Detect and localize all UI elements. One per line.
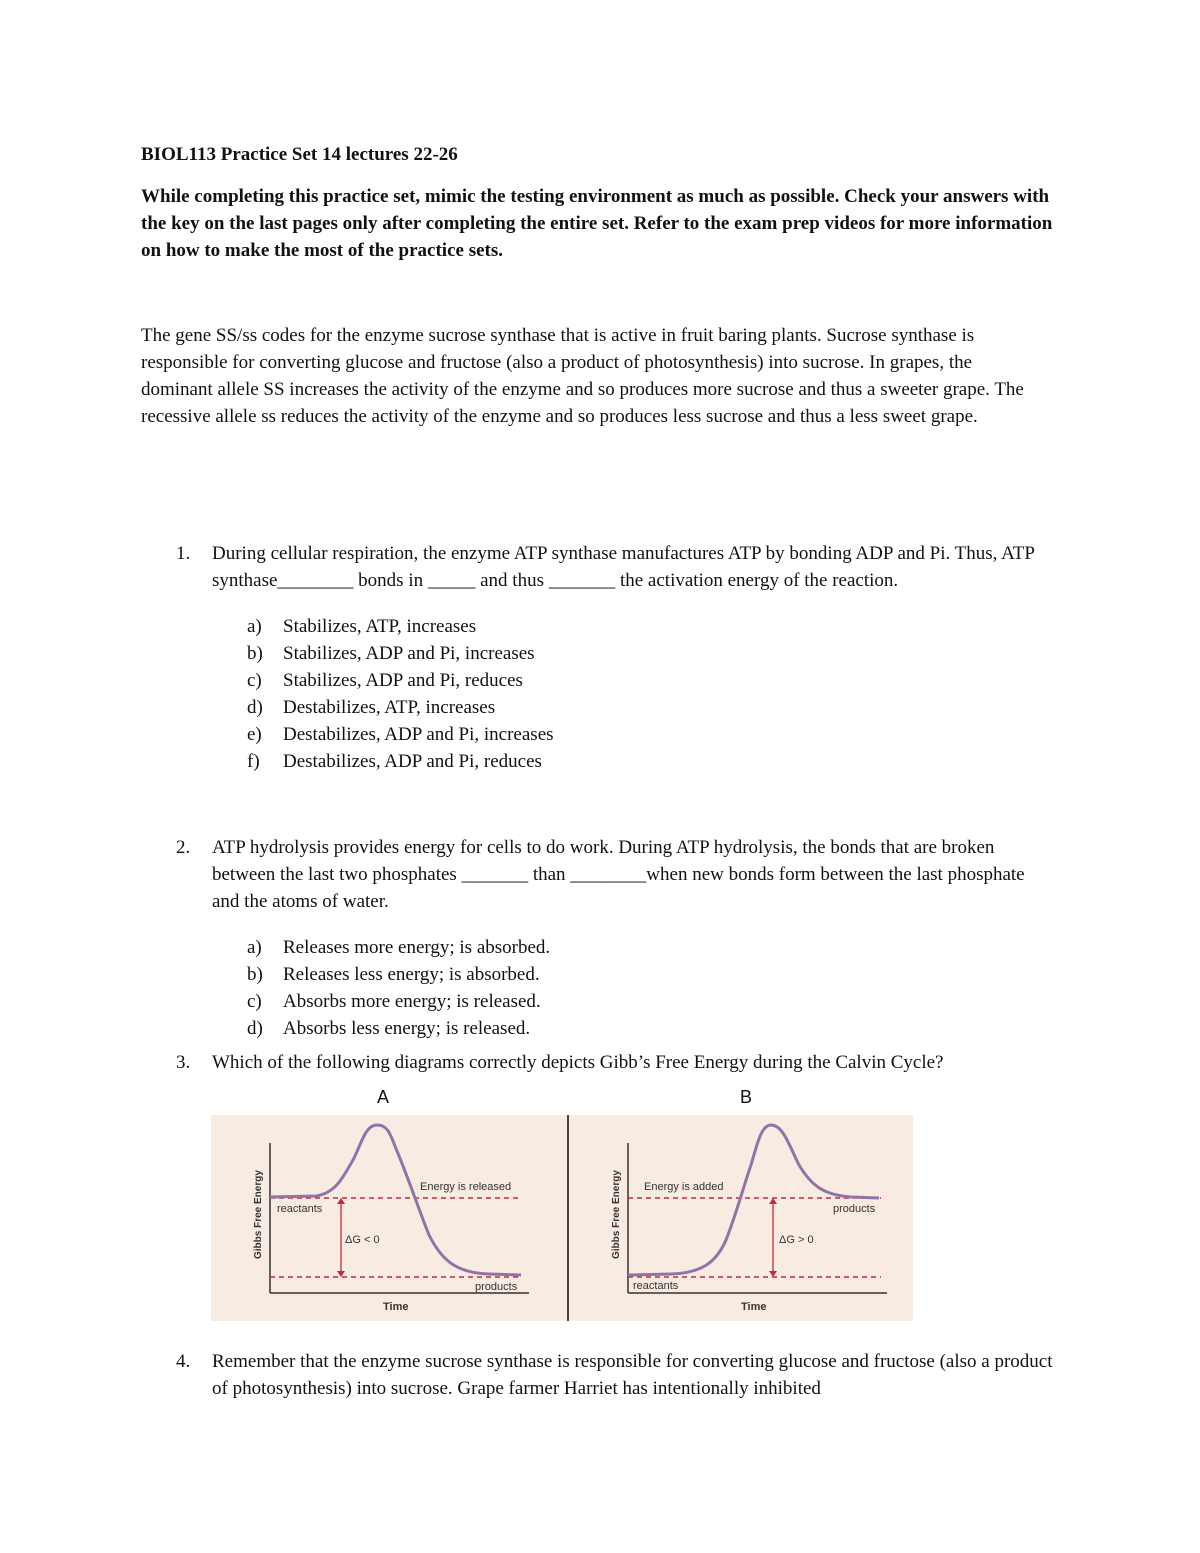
options-list [247, 934, 1056, 1042]
option-letter: c) [247, 991, 262, 1012]
option-letter: a) [247, 616, 262, 637]
products-label: products [475, 1281, 518, 1293]
question-stem: ATP hydrolysis provides energy for cells to do work. During ATP hydrolysis, the bonds that are broken between the last two phosphates _______ than ________when new bonds form between the last phosphate and the atoms of water. [212, 837, 1025, 912]
option [247, 640, 1056, 667]
question-number: 2. [176, 837, 191, 858]
delta-g-label: ΔG < 0 [345, 1234, 380, 1246]
question-stem: Which of the following diagrams correctly depicts Gibb’s Free Energy during the Calvin Cycle? [212, 1052, 944, 1073]
passage-paragraph: The gene SS/ss codes for the enzyme sucrose synthase that is active in fruit baring plants. Sucrose synthase is responsible for converting glucose and fructose (also a product of photosynthesis) into sucrose. In grapes, the dominant allele SS increases the activity of the enzyme and so produces more sucrose and thus a sweeter grape. The recessive allele ss reduces the activity of the enzyme and so produces less sucrose and thus a less sweet grape. [141, 325, 1024, 427]
y-axis-label: Gibbs Free Energy [253, 1170, 264, 1259]
option-letter: c) [247, 670, 262, 691]
diagram-background [211, 1115, 913, 1321]
diagram-b-label: B [740, 1087, 753, 1107]
diagram-a-label: A [377, 1087, 390, 1107]
question-4 [176, 1348, 1056, 1402]
option [247, 613, 1056, 640]
question-2 [176, 834, 1056, 1061]
question-number: 3. [176, 1052, 191, 1073]
question-3 [176, 1049, 1056, 1076]
option [247, 667, 1056, 694]
x-axis-label: Time [383, 1301, 409, 1313]
option-letter: d) [247, 697, 263, 718]
diagrams-svg [211, 1115, 913, 1321]
reactants-label: reactants [277, 1203, 323, 1215]
question-1 [176, 540, 1056, 794]
instructions-paragraph: While completing this practice set, mimic the testing environment as much as possible. Check your answers with the key on the last pages only after completing the entire set. Refer to the exam prep videos for more information on how to make the most of the practice sets. [141, 186, 1053, 261]
products-label: products [833, 1203, 876, 1215]
option-text: Destabilizes, ADP and Pi, reduces [283, 751, 542, 772]
delta-g-label: ΔG > 0 [779, 1234, 814, 1246]
y-axis-label: Gibbs Free Energy [611, 1170, 622, 1259]
option-text: Stabilizes, ADP and Pi, reduces [283, 670, 523, 691]
gibbs-energy-diagrams [211, 1115, 913, 1321]
option-text: Destabilizes, ATP, increases [283, 697, 496, 718]
option-text: Absorbs less energy; is released. [283, 1018, 531, 1039]
option-text: Destabilizes, ADP and Pi, increases [283, 724, 554, 745]
question-stem: Remember that the enzyme sucrose synthase is responsible for converting glucose and fructose (also a product of photosynthesis) into sucrose. Grape farmer Harriet has intentionally inhibited [212, 1351, 1053, 1399]
document-title: BIOL113 Practice Set 14 lectures 22-26 [141, 144, 458, 165]
question-number: 1. [176, 543, 191, 564]
option-text: Releases more energy; is absorbed. [283, 937, 551, 958]
option-letter: b) [247, 964, 263, 985]
energy-note: Energy is added [644, 1181, 724, 1193]
option [247, 1015, 1056, 1042]
x-axis-label: Time [741, 1301, 767, 1313]
option [247, 988, 1056, 1015]
option-letter: b) [247, 643, 263, 664]
option-text: Stabilizes, ATP, increases [283, 616, 477, 637]
energy-note: Energy is released [420, 1181, 512, 1193]
option-letter: e) [247, 724, 262, 745]
question-stem: During cellular respiration, the enzyme ATP synthase manufactures ATP by bonding ADP and Pi. Thus, ATP synthase________ bonds in _____ and thus _______ the activation energy of the reaction. [212, 543, 1035, 591]
option-text: Stabilizes, ADP and Pi, increases [283, 643, 535, 664]
option-text: Absorbs more energy; is released. [283, 991, 541, 1012]
reactants-label: reactants [633, 1280, 679, 1292]
option [247, 748, 1056, 775]
question-number: 4. [176, 1351, 191, 1372]
option-text: Releases less energy; is absorbed. [283, 964, 540, 985]
option-letter: f) [247, 751, 260, 772]
option-letter: d) [247, 1018, 263, 1039]
options-list [247, 613, 1056, 775]
option [247, 934, 1056, 961]
option [247, 721, 1056, 748]
option [247, 694, 1056, 721]
option [247, 961, 1056, 988]
option-letter: a) [247, 937, 262, 958]
